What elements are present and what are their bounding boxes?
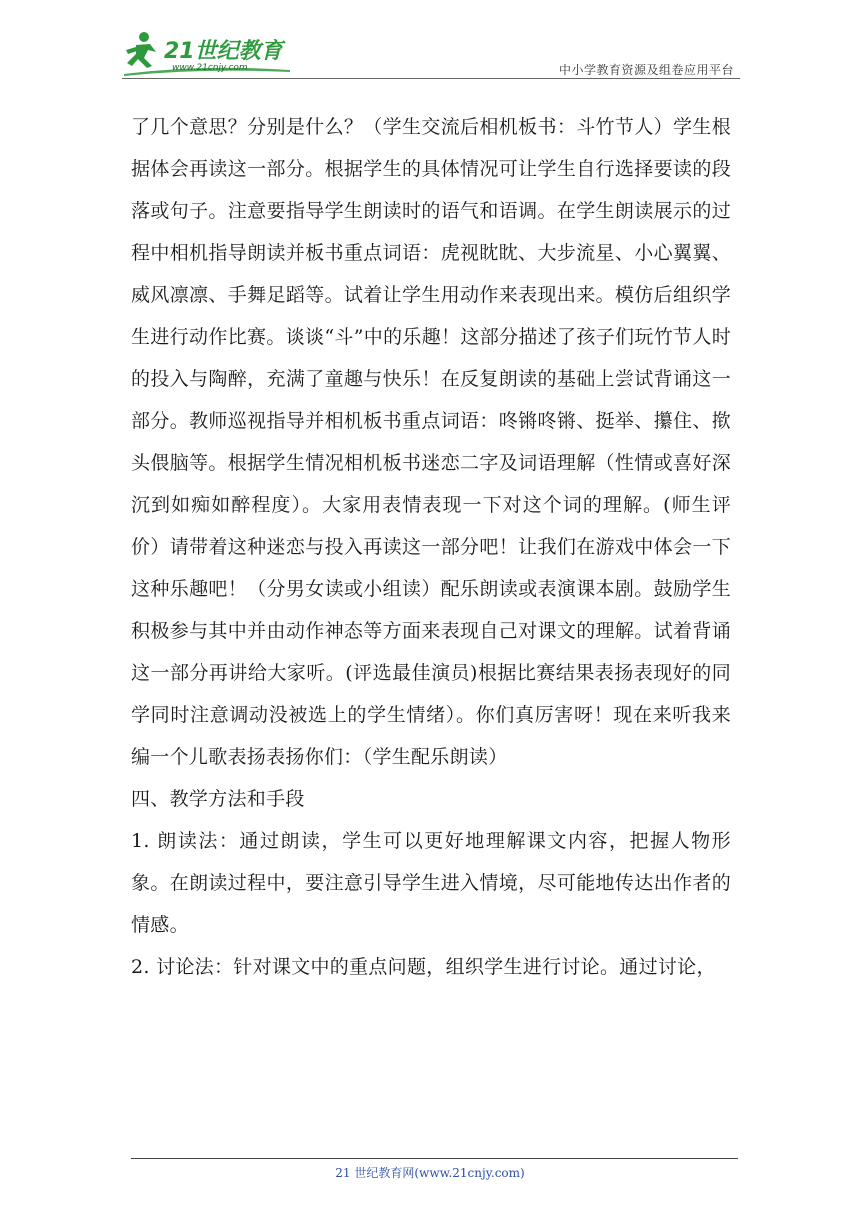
document-body xyxy=(131,106,731,988)
logo-url-text: www.21cnjy.com xyxy=(172,63,248,73)
method-item-discussion: 2. 讨论法：针对课文中的重点问题，组织学生进行讨论。通过讨论， xyxy=(131,956,716,978)
platform-tagline: 中小学教育资源及组卷应用平台 xyxy=(558,63,734,77)
page-footer: 21 世纪教育网(www.21cnjy.com) xyxy=(335,1166,525,1180)
footer-divider xyxy=(131,1158,738,1159)
body-paragraph: 了几个意思？分别是什么？（学生交流后相机板书：斗竹节人）学生根据体会再读这一部分。根据学生的具体情况可让学生自行选择要读的段落或句子。注意要指导学生朗读时的语气和语调。在学生朗读展示的过程中相机指导朗读并板书重点词语：虎视眈眈、大步流星、小心翼翼、威风凛凛、手舞足蹈等。试着让学生用动作来表现出来。模仿后组织学生进行动作比赛。谈谈“斗”中的乐趣！这部分描述了孩子们玩竹节人时的投入与陶醉，充满了童趣与快乐！在反复朗读的基础上尝试背诵这一部分。教师巡视指导并相机板书重点词语：咚锵咚锵、挺举、攥住、揿头偎脑等。根据学生情况相机板书迷恋二字及词语理解（性情或喜好深沉到如痴如醉程度）。大家用表情表现一下对这个词的理解。(师生评价）请带着这种迷恋与投入再读这一部分吧！让我们在游戏中体会一下这种乐趣吧！（分男女读或小组读）配乐朗读或表演课本剧。鼓励学生积极参与其中并由动作神态等方面来表现自己对课文的理解。试着背诵这一部分再讲给大家听。(评选最佳演员)根据比赛结果表扬表现好的同学同时注意调动没被选上的学生情绪）。你们真厉害呀！现在来听我来编一个儿歌表扬表扬你们：（学生配乐朗读） xyxy=(131,116,731,768)
section-heading: 四、教学方法和手段 xyxy=(131,788,305,810)
header-divider xyxy=(122,78,740,79)
method-item-reading: 1. 朗读法：通过朗读，学生可以更好地理解课文内容，把握人物形象。在朗读过程中，要注意引导学生进入情境，尽可能地传达出作者的情感。 xyxy=(131,830,731,936)
logo-main-text: 21世纪教育 xyxy=(164,39,283,64)
site-logo xyxy=(122,28,302,78)
page-header xyxy=(122,28,740,80)
runner-logo-icon xyxy=(122,28,302,78)
